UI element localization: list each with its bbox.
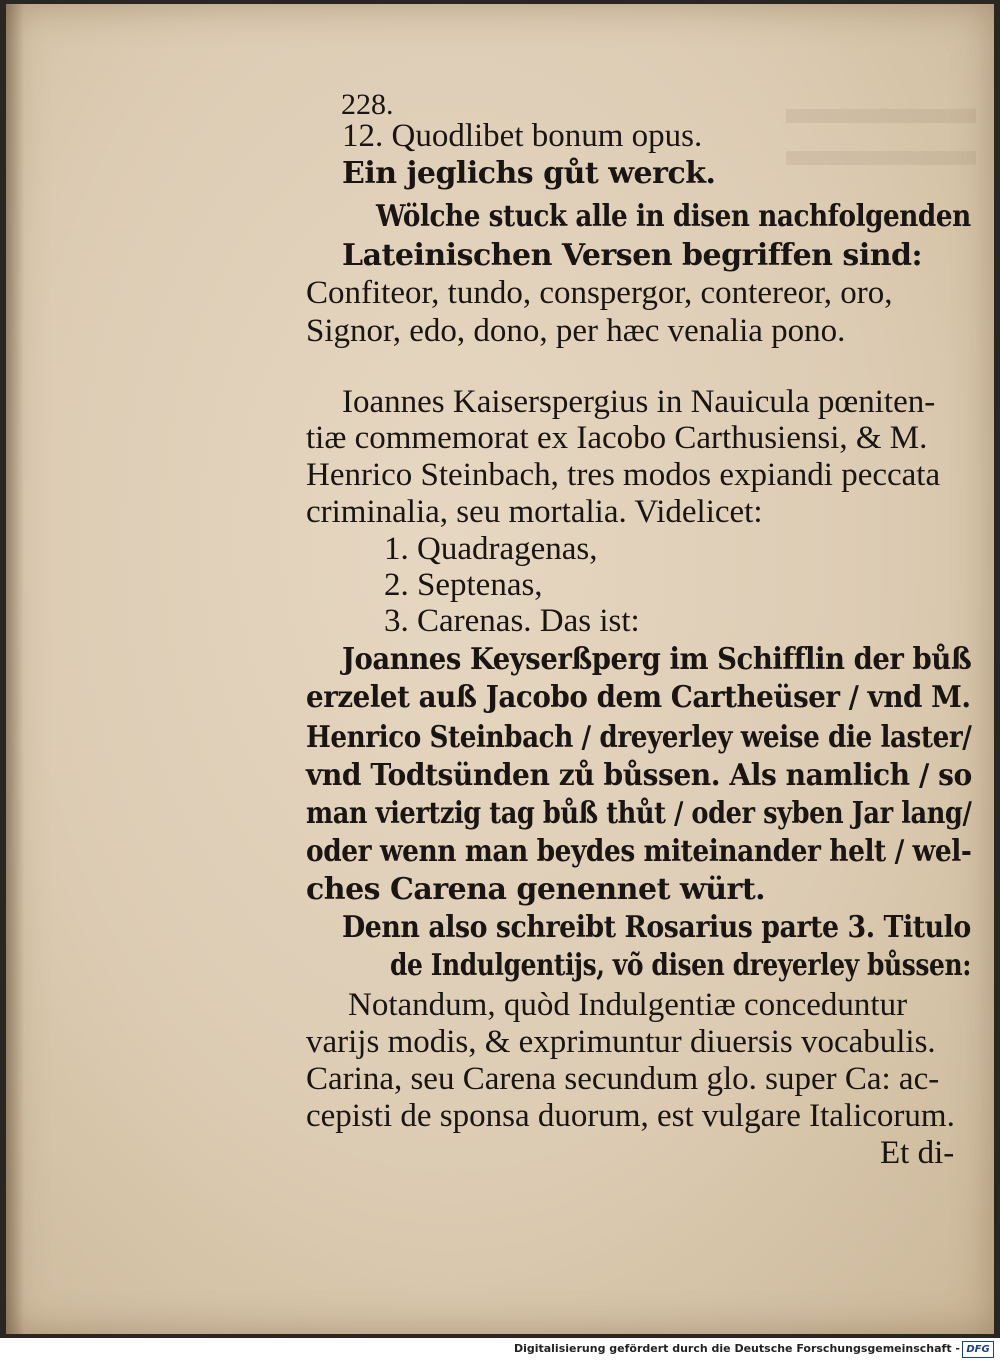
footer-bar <box>0 1338 1000 1361</box>
book-page <box>6 4 994 1334</box>
text-line: 1. Quadragenas, <box>384 531 598 567</box>
page-number: 228. <box>341 88 394 121</box>
text-line: Carina, seu Carena secundum glo. super Ca: ac- <box>306 1061 940 1097</box>
text-line: Confiteor, tundo, conspergor, contereor, oro, <box>306 275 893 311</box>
text-line: varijs modis, & exprimuntur diuersis vocabulis. <box>306 1024 936 1060</box>
text-line: Joannes Keyserßperg im Schifflin der bůß <box>342 642 972 677</box>
text-line: Henrico Steinbach, tres modos expiandi peccata <box>306 457 941 493</box>
text-line: erzelet auß Jacobo dem Cartheüser / vnd M. <box>306 680 971 715</box>
text-line: oder wenn man beydes miteinander helt / wel- <box>306 834 972 869</box>
dfg-logo-icon: DFG <box>962 1341 994 1358</box>
text-line: Signor, edo, dono, per hæc venalia pono. <box>306 313 846 349</box>
text-line: Ioannes Kaiserspergius in Nauicula pœniten- <box>342 384 936 420</box>
funding-credit: Digitalisierung gefördert durch die Deutsche Forschungsgemeinschaft - <box>513 1342 960 1355</box>
text-line: Denn also schreibt Rosarius parte 3. Titulo <box>342 910 971 945</box>
text-line: Wölche stuck alle in disen nachfolgenden <box>376 199 971 234</box>
catchword: Et di- <box>880 1135 955 1171</box>
text-line: Ein jeglichs gůt werck. <box>342 156 716 191</box>
spine-shadow <box>6 4 24 1334</box>
text-line: de Indulgentijs, võ disen dreyerley bůssen: <box>390 948 972 983</box>
text-line: tiæ commemorat ex Iacobo Carthusiensi, & M. <box>306 420 928 456</box>
text-line: criminalia, seu mortalia. Videlicet: <box>306 494 763 530</box>
text-line: 2. Septenas, <box>384 567 543 603</box>
text-line: Lateinischen Versen begriffen sind: <box>342 238 923 273</box>
bleed-through-marks <box>786 109 976 179</box>
text-line: Henrico Steinbach / dreyerley weise die laster/ <box>306 720 972 755</box>
text-line: cepisti de sponsa duorum, est vulgare Italicorum. <box>306 1098 955 1134</box>
text-line: ches Carena genennet würt. <box>306 872 766 907</box>
text-line: 3. Carenas. Das ist: <box>384 603 640 639</box>
text-line: vnd Todtsünden zů bůssen. Als namlich / so <box>306 758 972 793</box>
text-line: 12. Quodlibet bonum opus. <box>342 118 703 154</box>
text-line: Notandum, quòd Indulgentiæ conceduntur <box>348 987 908 1023</box>
text-line: man viertzig tag bůß thůt / oder syben Jar lang/ <box>306 796 972 831</box>
